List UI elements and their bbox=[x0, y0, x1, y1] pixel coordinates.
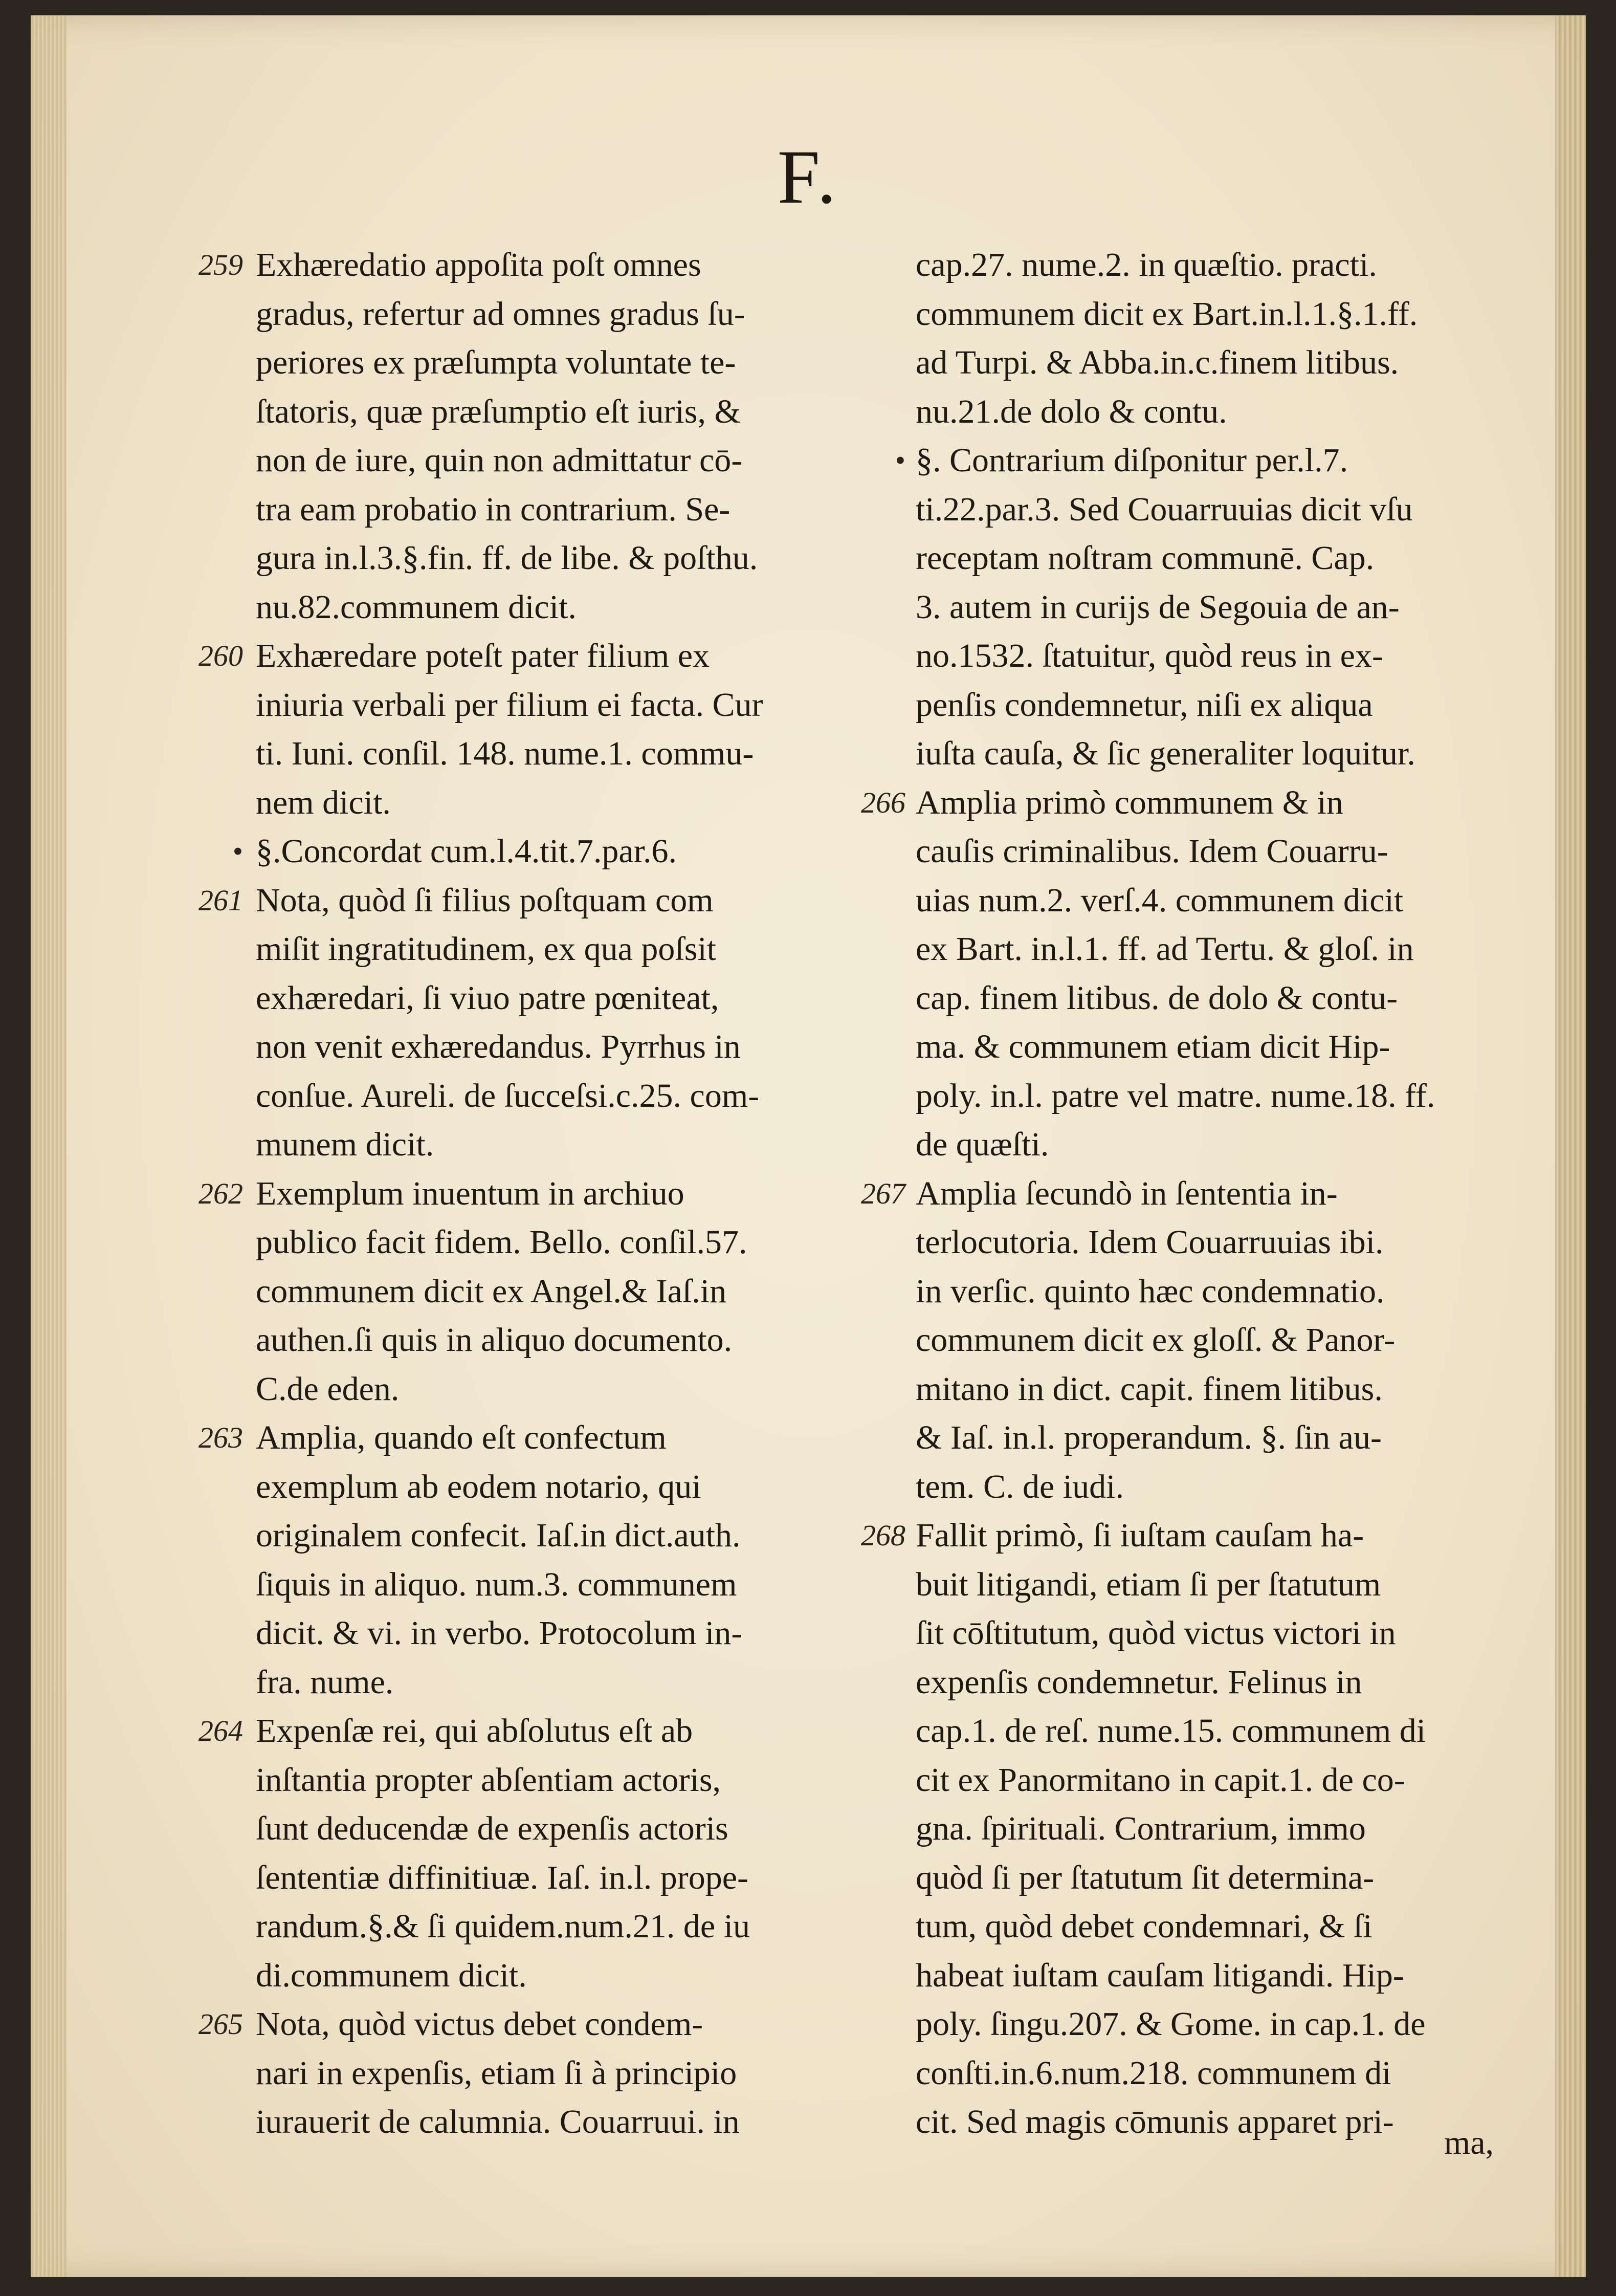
left-column bbox=[198, 240, 890, 2147]
entry bbox=[861, 1169, 1504, 1512]
entry-text: cap.27. nume.2. in quæſtio. practi. communem dicit ex Bart.in.l.1.§.1.ff. ad Turpi. & Abba.in.c.finem litibus. nu.21.de dolo & contu. bbox=[916, 246, 1418, 430]
entry-number: 261 bbox=[198, 883, 243, 917]
entry-text: Fallit primò, ſi iuſtam cauſam ha- buit litigandi, etiam ſi per ſtatutum ſit cōſtitutum, quòd victus victori in expenſis condemnetur. Felinus in cap.1. de reſ. nume.15. communem di cit ex Panormitano in capit.1. de co- gna. ſpirituali. Contrarium, immo quòd ſi per ſtatutum ſit determina- tum, quòd debet condemnari, & ſi habeat iuſtam cauſam litigandi. Hip- poly. ſingu.207. & Gome. in cap.1. de conſti.in.6.num.218. communem di cit. Sed magis cōmunis apparet pri- bbox=[916, 1517, 1426, 2140]
signature-mark: F. bbox=[777, 135, 839, 220]
entry-number: 264 bbox=[198, 1714, 243, 1747]
entry bbox=[198, 1707, 890, 2000]
entry bbox=[861, 1511, 1504, 2147]
entry-number: • bbox=[895, 444, 905, 477]
entry-text: Amplia primò communem & in cauſis criminalibus. Idem Couarru- uias num.2. verſ.4. communem dicit ex Bart. in.l.1. ff. ad Tertu. & gloſ. in cap. finem litibus. de dolo & contu- ma. & communem etiam dicit Hip- poly. in.l. patre vel matre. nume.18. ff. de quæſti. bbox=[916, 783, 1435, 1163]
entry bbox=[198, 240, 890, 631]
entry bbox=[198, 631, 890, 827]
page-edge-left bbox=[31, 15, 67, 2277]
entry-number: • bbox=[232, 835, 243, 868]
entry-number: 268 bbox=[861, 1519, 905, 1552]
right-column bbox=[861, 240, 1504, 2147]
entry-number: 260 bbox=[198, 639, 243, 672]
entry bbox=[861, 778, 1504, 1169]
entry-text: Exhæredare poteſt pater filium ex iniuria verbali per filium ei facta. Cur ti. Iuni. conſil. 148. nume.1. commu- nem dicit. bbox=[256, 637, 763, 821]
entry-text: Nota, quòd ſi filius poſtquam com miſit ingratitudinem, ex qua poſsit exhæredari, ſi viuo patre pœniteat, non venit exhæredandus. Pyrrhus in conſue. Aureli. de ſucceſsi.c.25. com- munem dicit. bbox=[256, 881, 760, 1163]
entry-text: Amplia ſecundò in ſententia in- terlocutoria. Idem Couarruuias ibi. in verſic. quinto hæc condemnatio. communem dicit ex gloſſ. & Panor- mitano in dict. capit. finem litibus. & Iaſ. in.l. properandum. §. ſin au- tem. C. de iudi. bbox=[916, 1174, 1396, 1505]
entry-number: 265 bbox=[198, 2007, 243, 2041]
entry bbox=[198, 876, 890, 1169]
entry bbox=[198, 1169, 890, 1414]
entry-number: 259 bbox=[198, 248, 243, 281]
entry-number: 266 bbox=[861, 785, 905, 819]
entry-number: 267 bbox=[861, 1176, 905, 1210]
entry-text: Expenſæ rei, qui abſolutus eſt ab inſtantia propter abſentiam actoris, ſunt deducendæ de expenſis actoris ſententiæ diffinitiuæ. Iaſ. in.l. prope- randum.§.& ſi quidem.num.21. de iu di.communem dicit. bbox=[256, 1712, 750, 1994]
entry-text: Exemplum inuentum in archiuo publico facit fidem. Bello. conſil.57. communem dicit ex Angel.& Iaſ.in authen.ſi quis in aliquo documento. C.de eden. bbox=[256, 1174, 747, 1408]
entry-number: 263 bbox=[198, 1421, 243, 1454]
entry bbox=[198, 2000, 890, 2147]
book-page bbox=[31, 15, 1586, 2277]
entry bbox=[198, 1413, 890, 1707]
entry bbox=[916, 240, 1504, 436]
entry bbox=[232, 827, 890, 876]
entry-number: 262 bbox=[198, 1176, 243, 1210]
entry-text: §.Concordat cum.l.4.tit.7.par.6. bbox=[256, 833, 677, 870]
page-edge-right bbox=[1555, 15, 1586, 2277]
catchword: ma, bbox=[1444, 2124, 1494, 2161]
entry-text: Nota, quòd victus debet condem- nari in expenſis, etiam ſi à principio iurauerit de calumnia. Couarruui. in bbox=[256, 2005, 740, 2140]
entry bbox=[895, 436, 1504, 778]
entry-text: Amplia, quando eſt confectum exemplum ab eodem notario, qui originalem confecit. Iaſ.in dict.auth. ſiquis in aliquo. num.3. communem dicit. & vi. in verbo. Protocolum in- fra. nume. bbox=[256, 1419, 743, 1701]
entry-text: §. Contrarium diſponitur per.l.7. ti.22.par.3. Sed Couarruuias dicit vſu receptam noſtram communē. Cap. 3. autem in curijs de Segouia de an- no.1532. ſtatuitur, quòd reus in ex- penſis condemnetur, niſi ex aliqua iuſta cauſa, & ſic generaliter loquitur. bbox=[916, 442, 1415, 772]
entry-text: Exhæredatio appoſita poſt omnes gradus, refertur ad omnes gradus ſu- periores ex præſumpta voluntate te- ſtatoris, quæ præſumptio eſt iuris, & non de iure, quin non admittatur cō- tra eam probatio in contrarium. Se- gura in.l.3.§.fin. ff. de libe. & poſthu. nu.82.communem dicit. bbox=[256, 246, 758, 626]
